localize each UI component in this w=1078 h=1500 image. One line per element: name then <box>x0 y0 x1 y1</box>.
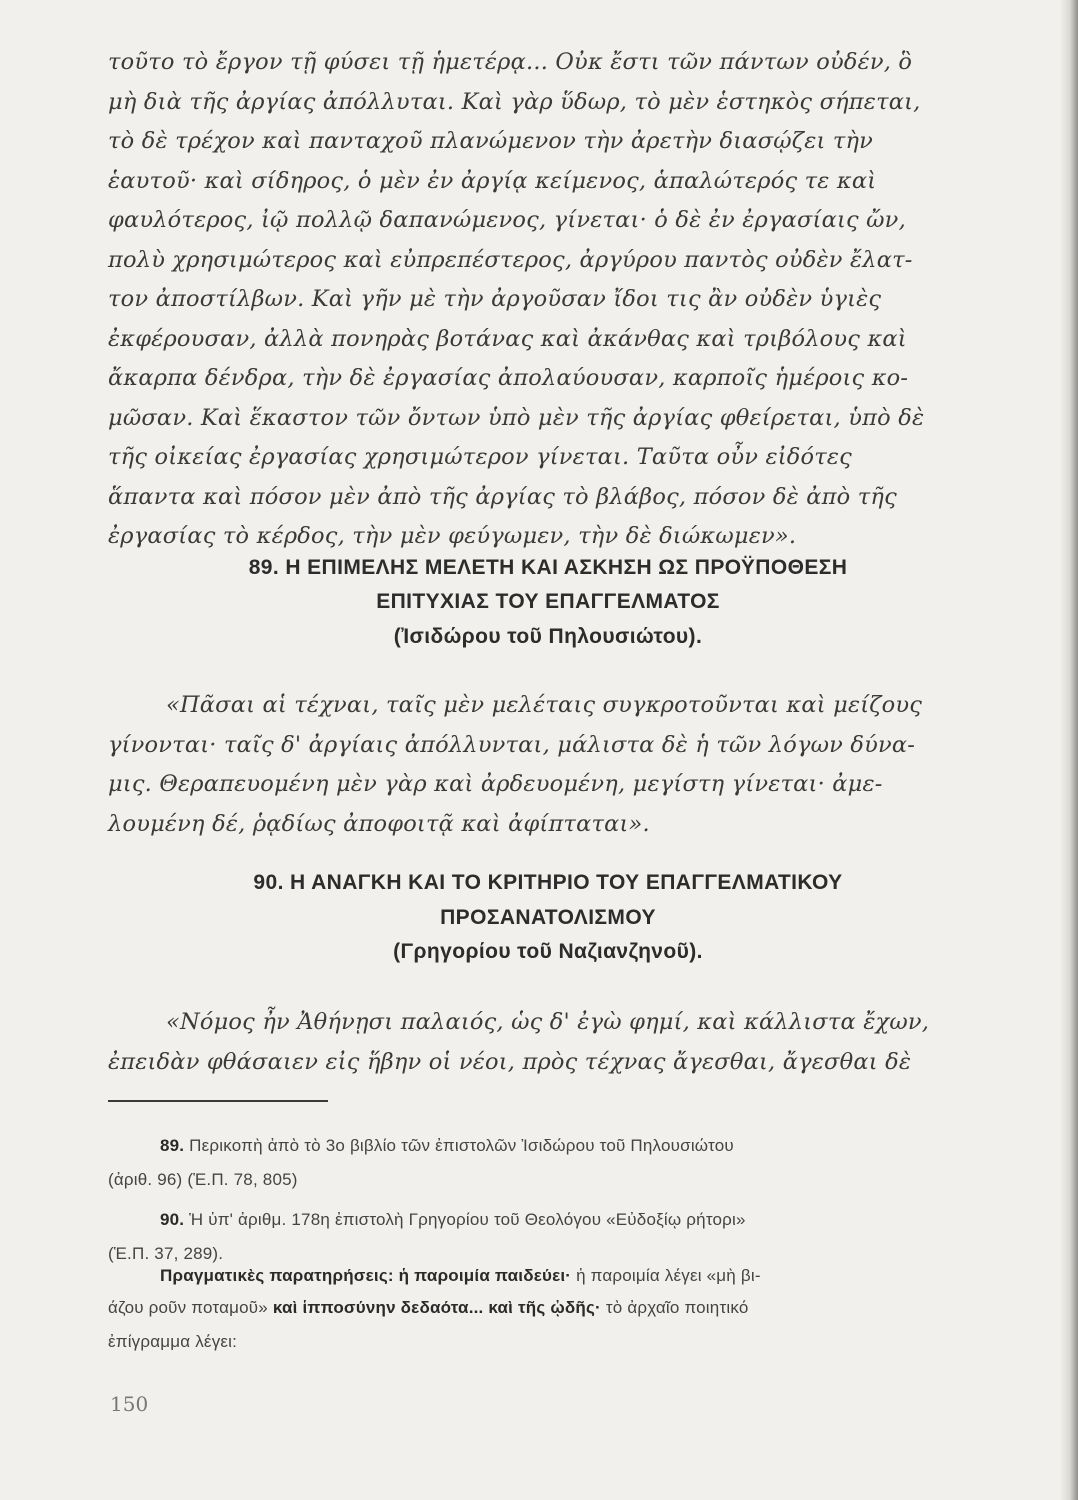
passage-line: μὴ διὰ τῆς ἀργίας ἀπόλλυται. Καὶ γὰρ ὕδωρ, τὸ μὲν ἑστηκὸς σήπεται, <box>108 89 921 115</box>
factual-notes-cont <box>108 1298 748 1318</box>
passage-line: τῆς οἰκείας ἐργασίας χρησιμώτερον γίνεται. Ταῦτα οὖν εἰδότες <box>108 444 852 470</box>
footnote-89 <box>160 1136 734 1156</box>
passage-line: πολὺ χρησιμώτερος καὶ εὐπρεπέστερος, ἀργύρου παντὸς οὐδὲν ἔλατ- <box>108 247 913 273</box>
notes-text: άζου ροῦν ποταμοῦ» <box>108 1298 268 1317</box>
quote-line: λουμένη δέ, ῥᾳδίως ἀποφοιτᾷ καὶ ἀφίπταται». <box>108 811 650 837</box>
footnote-text: Περικοπὴ ἀπὸ τὸ 3ο βιβλίο τῶν ἐπιστολῶν Ἰσιδώρου τοῦ Πηλουσιώτου <box>189 1136 734 1155</box>
section-89-title: 89. Η ΕΠΙΜΕΛΗΣ ΜΕΛΕΤΗ ΚΑΙ ΑΣΚΗΣΗ ΩΣ ΠΡΟΫΠΟΘΕΣΗ <box>248 556 848 579</box>
footnote-90 <box>160 1210 746 1230</box>
page-number: 150 <box>110 1392 149 1416</box>
section-89-author: (Ἰσιδώρου τοῦ Πηλουσιώτου). <box>393 625 703 648</box>
footnote-number: 89. <box>160 1136 185 1155</box>
quote-line: γίνονται· ταῖς δ' ἀργίαις ἀπόλλυνται, μάλιστα δὲ ἡ τῶν λόγων δύνα- <box>108 732 916 758</box>
passage-line: τὸ δὲ τρέχον καὶ πανταχοῦ πλανώμενον τὴν ἀρετὴν διασῴζει τὴν <box>108 128 874 154</box>
passage-line: τοῦτο τὸ ἔργον τῇ φύσει τῇ ἡμετέρᾳ... Οὐκ ἔστι τῶν πάντων οὐδέν, ὃ <box>108 49 913 75</box>
footnote-89-cont: (ἀριθ. 96) (Ἑ.Π. 78, 805) <box>108 1170 298 1189</box>
notes-text: τὸ ἀρχαῖο ποιητικό <box>605 1298 749 1317</box>
factual-notes <box>160 1266 761 1286</box>
section-90-title: 90. Η ΑΝΑΓΚΗ ΚΑΙ ΤΟ ΚΡΙΤΗΡΙΟ ΤΟΥ ΕΠΑΓΓΕΛΜΑΤΙΚΟΥ <box>253 871 843 894</box>
notes-bold: καὶ ἱπποσύνην δεδαότα... καὶ τῆς ᾠδῆς· <box>272 1298 601 1317</box>
footnote-90-cont: (Ἑ.Π. 37, 289). <box>108 1244 224 1263</box>
footnote-text: Ἡ ὑπ' ἀριθμ. 178η ἐπιστολὴ Γρηγορίου τοῦ Θεολόγου «Εὐδοξίῳ ρήτορι» <box>189 1210 746 1229</box>
passage-line: ἄκαρπα δένδρα, τὴν δὲ ἐργασίας ἀπολαύουσαν, καρποῖς ἡμέροις κο- <box>108 365 909 391</box>
quote-line: «Νόμος ἦν Ἀθήνῃσι παλαιός, ὡς δ' ἐγὼ φημί, καὶ κάλλιστα ἔχων, <box>166 1009 930 1035</box>
quote-line: μις. Θεραπευομένη μὲν γὰρ καὶ ἀρδευομένη, μεγίστη γίνεται· ἀμε- <box>108 771 883 797</box>
section-90-title: ΠΡΟΣΑΝΑΤΟΛΙΣΜΟΥ <box>440 906 656 929</box>
footnote-rule <box>108 1100 328 1102</box>
book-page <box>108 0 988 1500</box>
book-spine-shadow <box>1060 0 1078 1500</box>
notes-bold: ἡ παροιμία παιδεύει· <box>398 1266 572 1285</box>
notes-text: ἡ παροιμία λέγει «μὴ βι- <box>576 1266 761 1285</box>
passage-line: φαυλότερος, ἰῷ πολλῷ δαπανώμενος, γίνεται· ὁ δὲ ἐν ἐργασίαις ὤν, <box>108 207 906 233</box>
passage-line: τον ἀποστίλβων. Καὶ γῆν μὲ τὴν ἀργοῦσαν ἴδοι τις ἂν οὐδὲν ὑγιὲς <box>108 286 882 312</box>
section-89-title: ΕΠΙΤΥΧΙΑΣ ΤΟΥ ΕΠΑΓΓΕΛΜΑΤΟΣ <box>376 590 720 613</box>
notes-label: Πραγματικὲς παρατηρήσεις: <box>160 1266 394 1285</box>
passage-line: ἐκφέρουσαν, ἀλλὰ πονηρὰς βοτάνας καὶ ἀκάνθας καὶ τριβόλους καὶ <box>108 326 907 352</box>
quote-line: «Πᾶσαι αἱ τέχναι, ταῖς μὲν μελέταις συγκροτοῦνται καὶ μείζους <box>166 692 923 718</box>
passage-line: μῶσαν. Καὶ ἕκαστον τῶν ὄντων ὑπὸ μὲν τῆς ἀργίας φθείρεται, ὑπὸ δὲ <box>108 405 925 431</box>
factual-notes-cont: ἐπίγραμμα λέγει: <box>108 1332 238 1351</box>
passage-line: ἐργασίας τὸ κέρδος, τὴν μὲν φεύγωμεν, τὴν δὲ διώκωμεν». <box>108 523 797 549</box>
quote-line: ἐπειδὰν φθάσαιεν εἰς ἥβην οἱ νέοι, πρὸς τέχνας ἄγεσθαι, ἄγεσθαι δὲ <box>108 1049 912 1075</box>
section-90-author: (Γρηγορίου τοῦ Ναζιανζηνοῦ). <box>393 940 703 963</box>
passage-line: ἅπαντα καὶ πόσον μὲν ἀπὸ τῆς ἀργίας τὸ βλάβος, πόσον δὲ ἀπὸ τῆς <box>108 484 897 510</box>
passage-line: ἑαυτοῦ· καὶ σίδηρος, ὁ μὲν ἐν ἀργίᾳ κείμενος, ἁπαλώτερός τε καὶ <box>108 168 877 194</box>
footnote-number: 90. <box>160 1210 185 1229</box>
